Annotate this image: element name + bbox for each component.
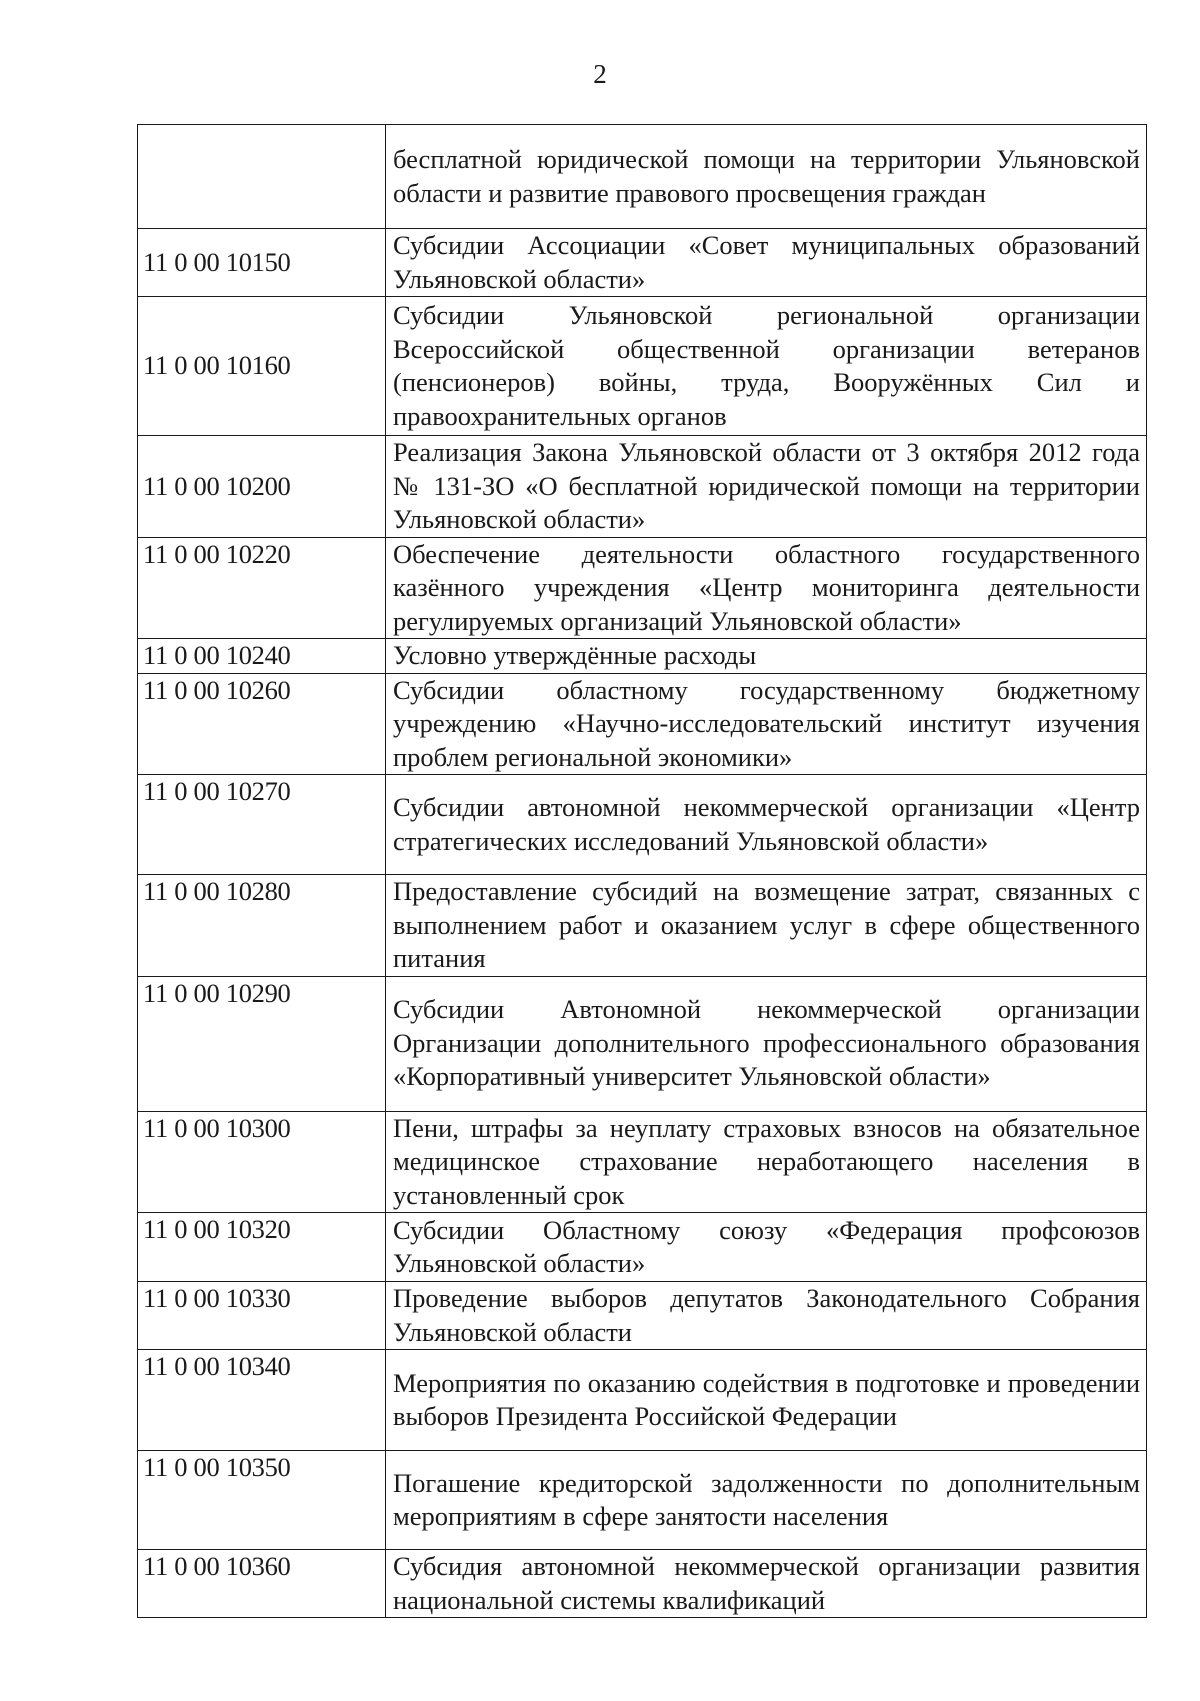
description-cell: Пени, штрафы за неуплату страховых взносов на обязательное медицинское страхование неработающего населения в установленный срок bbox=[386, 1111, 1147, 1213]
code-cell: 11 0 00 10240 bbox=[138, 639, 386, 674]
code-cell: 11 0 00 10200 bbox=[138, 436, 386, 538]
description-cell: Субсидии Автономной некоммерческой организации Организации дополнительного профессионального образования «Корпоративный университет Ульяновской области» bbox=[386, 976, 1147, 1111]
code-cell: 11 0 00 10150 bbox=[138, 229, 386, 297]
description-cell: Субсидии областному государственному бюджетному учреждению «Научно-исследовательский институт изучения проблем региональной экономики» bbox=[386, 673, 1147, 775]
description-cell: Проведение выборов депутатов Законодательного Собрания Ульяновской области bbox=[386, 1282, 1147, 1350]
description-cell: бесплатной юридической помощи на территории Ульяновской области и развитие правового просвещения граждан bbox=[386, 125, 1147, 229]
budget-codes-table bbox=[137, 124, 1147, 1618]
table-row bbox=[138, 875, 1147, 977]
table-row bbox=[138, 673, 1147, 775]
code-cell: 11 0 00 10300 bbox=[138, 1111, 386, 1213]
table-row bbox=[138, 1550, 1147, 1618]
table-row bbox=[138, 1350, 1147, 1451]
code-cell: 11 0 00 10220 bbox=[138, 537, 386, 639]
description-cell: Субсидии Ассоциации «Совет муниципальных образований Ульяновской области» bbox=[386, 229, 1147, 297]
code-cell: 11 0 00 10290 bbox=[138, 976, 386, 1111]
code-cell: 11 0 00 10360 bbox=[138, 1550, 386, 1618]
table-row bbox=[138, 976, 1147, 1111]
code-cell: 11 0 00 10160 bbox=[138, 297, 386, 436]
code-cell: 11 0 00 10280 bbox=[138, 875, 386, 977]
table-row bbox=[138, 436, 1147, 538]
code-cell: 11 0 00 10270 bbox=[138, 775, 386, 875]
code-cell: 11 0 00 10350 bbox=[138, 1451, 386, 1550]
code-cell: 11 0 00 10320 bbox=[138, 1213, 386, 1282]
description-cell: Субсидия автономной некоммерческой организации развития национальной системы квалификаций bbox=[386, 1550, 1147, 1618]
description-cell: Условно утверждённые расходы bbox=[386, 639, 1147, 674]
code-cell: 11 0 00 10330 bbox=[138, 1282, 386, 1350]
table-row bbox=[138, 537, 1147, 639]
table-row bbox=[138, 1451, 1147, 1550]
description-cell: Субсидии Областному союзу «Федерация профсоюзов Ульяновской области» bbox=[386, 1213, 1147, 1282]
page-number: 2 bbox=[593, 59, 607, 89]
table-row bbox=[138, 1111, 1147, 1213]
table-row bbox=[138, 639, 1147, 674]
description-cell: Субсидии автономной некоммерческой организации «Центр стратегических исследований Ульяновской области» bbox=[386, 775, 1147, 875]
code-cell: 11 0 00 10340 bbox=[138, 1350, 386, 1451]
code-cell: 11 0 00 10260 bbox=[138, 673, 386, 775]
table-row bbox=[138, 297, 1147, 436]
table-row bbox=[138, 1213, 1147, 1282]
code-cell bbox=[138, 125, 386, 229]
description-cell: Субсидии Ульяновской региональной организации Всероссийской общественной организации ветеранов (пенсионеров) войны, труда, Вооружённых Сил и правоохранительных органов bbox=[386, 297, 1147, 436]
description-cell: Обеспечение деятельности областного государственного казённого учреждения «Центр мониторинга деятельности регулируемых организаций Ульяновской области» bbox=[386, 537, 1147, 639]
description-cell: Реализация Закона Ульяновской области от 3 октября 2012 года № 131-ЗО «О бесплатной юридической помощи на территории Ульяновской области» bbox=[386, 436, 1147, 538]
table-row bbox=[138, 775, 1147, 875]
description-cell: Погашение кредиторской задолженности по дополнительным мероприятиям в сфере занятости населения bbox=[386, 1451, 1147, 1550]
description-cell: Мероприятия по оказанию содействия в подготовке и проведении выборов Президента Российской Федерации bbox=[386, 1350, 1147, 1451]
table-row bbox=[138, 125, 1147, 229]
table-row bbox=[138, 229, 1147, 297]
description-cell: Предоставление субсидий на возмещение затрат, связанных с выполнением работ и оказанием услуг в сфере общественного питания bbox=[386, 875, 1147, 977]
table-row bbox=[138, 1282, 1147, 1350]
